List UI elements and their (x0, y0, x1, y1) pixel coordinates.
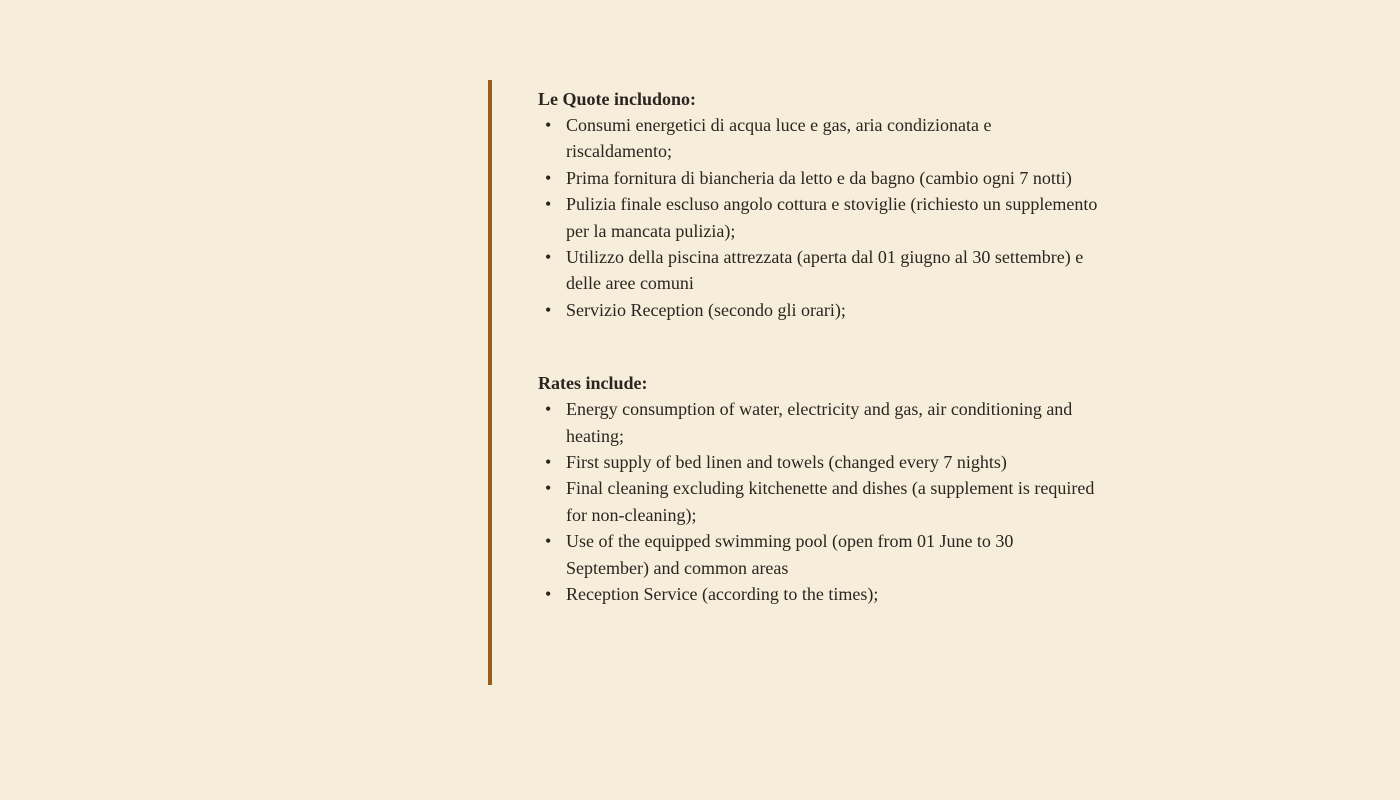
list-item: • Servizio Reception (secondo gli orari); (538, 297, 1098, 323)
section-title-italian: Le Quote includono: (538, 89, 697, 109)
list-item: • Energy consumption of water, electricity and gas, air conditioning and heating; (538, 396, 1098, 449)
bullet-icon: • (545, 167, 552, 188)
list-item: • Consumi energetici di acqua luce e gas, aria condizionata e riscaldamento; (538, 112, 1098, 165)
bullet-icon: • (545, 247, 552, 268)
bullet-icon: • (545, 478, 552, 499)
section-english (538, 370, 1098, 607)
list-item: • First supply of bed linen and towels (changed every 7 nights) (538, 449, 1098, 475)
list-item: • Final cleaning excluding kitchenette and dishes (a supplement is required for non-cleaning); (538, 475, 1098, 528)
list-item: • Pulizia finale escluso angolo cottura e stoviglie (richiesto un supplemento per la mancata pulizia); (538, 191, 1098, 244)
bullet-icon: • (545, 194, 552, 215)
bullet-icon: • (545, 452, 552, 473)
section-title-english: Rates include: (538, 373, 648, 394)
list-english (538, 396, 1098, 607)
bullet-icon: • (545, 115, 552, 135)
list-italian (538, 112, 1098, 323)
bullet-icon: • (545, 584, 552, 605)
section-italian (538, 86, 1098, 323)
accent-divider-bar (488, 80, 492, 685)
rates-content (538, 86, 1098, 608)
list-item: • Reception Service (according to the times); (538, 581, 1098, 607)
list-item: • Utilizzo della piscina attrezzata (aperta dal 01 giugno al 30 settembre) e delle aree comuni (538, 244, 1098, 297)
bullet-icon: • (545, 399, 552, 420)
list-item: • Prima fornitura di biancheria da letto e da bagno (cambio ogni 7 notti) (538, 165, 1098, 191)
list-item: • Use of the equipped swimming pool (open from 01 June to 30 September) and common areas (538, 528, 1098, 581)
bullet-icon: • (545, 299, 552, 320)
bullet-icon: • (545, 531, 552, 552)
